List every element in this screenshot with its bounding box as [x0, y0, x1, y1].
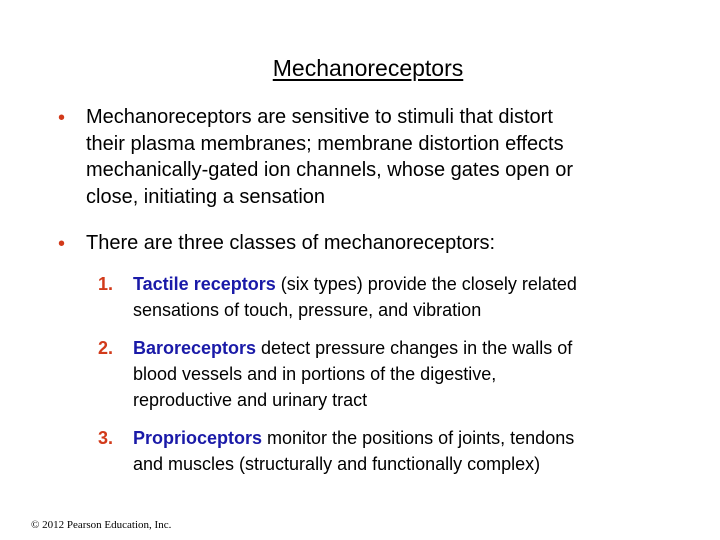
class-item-tactile: [133, 271, 577, 323]
copyright-notice: © 2012 Pearson Education, Inc.: [31, 519, 172, 531]
class-item-baroreceptors: [133, 335, 572, 413]
class-item-proprioceptors: [133, 425, 574, 477]
class-number: 1.: [98, 274, 114, 294]
bullet-marker: •: [58, 233, 66, 255]
class-term: Proprioceptors: [133, 428, 263, 448]
class-description: monitor the positions of joints, tendons and muscles (structurally and functionally complex): [133, 428, 575, 474]
bullet-text-mechanoreceptor-definition: Mechanoreceptors are sensitive to stimuli that distort their plasma membranes; membrane distortion effects mechanically-gated ion channels, whose gates open or close, initiating a sensation: [86, 106, 573, 208]
class-term: Baroreceptors: [133, 338, 257, 358]
bullet-text-three-classes: There are three classes of mechanoreceptors:: [86, 232, 496, 254]
class-description: (six types) provide the closely related sensations of touch, pressure, and vibration: [133, 274, 577, 320]
bullet-marker: •: [58, 107, 66, 129]
class-term: Tactile receptors: [133, 274, 276, 294]
slide-title: Mechanoreceptors: [272, 55, 464, 81]
class-number: 3.: [98, 428, 114, 448]
class-number: 2.: [98, 338, 114, 358]
class-description: detect pressure changes in the walls of blood vessels and in portions of the digestive, reproductive and urinary tract: [133, 338, 573, 410]
